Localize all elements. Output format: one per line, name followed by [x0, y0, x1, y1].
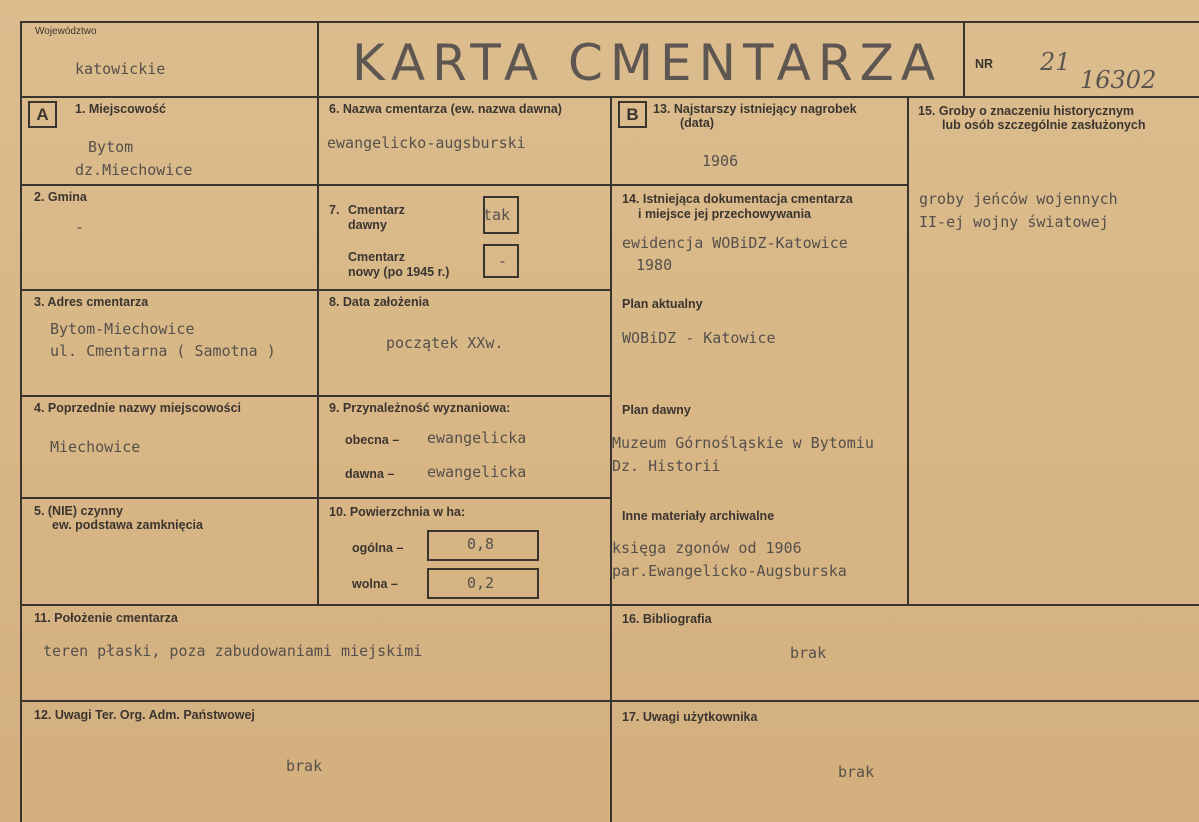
col-line-1 [317, 21, 319, 604]
nr-value: 16302 [1080, 66, 1157, 94]
f10-wolna-value: 0,2 [467, 574, 495, 592]
nr-prefix: 21 [1040, 48, 1071, 76]
inne-materialy-line2: par.Ewangelicko-Augsburska [612, 562, 847, 580]
f7-nowy-value: - [498, 252, 508, 270]
f10-ogolna-label: ogólna – [352, 541, 404, 555]
f10-label: 10. Powierzchnia w ha: [329, 505, 466, 519]
f7-number: 7. [329, 203, 340, 217]
f15-label: 15. Groby o znaczeniu historycznym [918, 104, 1135, 118]
row-line-1 [20, 184, 908, 186]
f1-value-line2: dz.Miechowice [75, 161, 193, 179]
f16-label: 16. Bibliografia [622, 612, 712, 626]
plan-dawny-line1: Muzeum Górnośląskie w Bytomiu [612, 434, 874, 452]
f13-sublabel: (data) [680, 116, 715, 130]
f13-value: 1906 [702, 152, 739, 170]
f1-label: 1. Miejscowość [75, 102, 167, 116]
f8-value: początek XXw. [386, 334, 504, 352]
f9-dawna-label: dawna – [345, 467, 395, 481]
f7-dawny-label1: Cmentarz [348, 203, 405, 217]
f7-nowy-box [483, 244, 519, 278]
f9-dawna-value: ewangelicka [427, 463, 527, 481]
f15-value-line2: II-ej wojny światowej [919, 213, 1109, 231]
f7-nowy-label2: nowy (po 1945 r.) [348, 265, 450, 279]
section-a-marker: A [28, 101, 57, 128]
f12-label: 12. Uwagi Ter. Org. Adm. Państwowej [34, 708, 255, 722]
f4-label: 4. Poprzednie nazwy miejscowości [34, 401, 242, 415]
f7-dawny-box [483, 196, 519, 234]
header-col-line [963, 21, 965, 96]
f13-label: 13. Najstarszy istniejący nagrobek [653, 102, 857, 116]
f10-ogolna-box [427, 530, 539, 561]
f9-obecna-value: ewangelicka [427, 429, 527, 447]
f3-value-line1: Bytom-Miechowice [50, 320, 195, 338]
f14-sublabel: i miejsce jej przechowywania [638, 207, 811, 221]
plan-aktualny-label: Plan aktualny [622, 297, 703, 311]
inne-materialy-label: Inne materiały archiwalne [622, 509, 775, 523]
f11-value: teren płaski, poza zabudowaniami miejskimi [43, 642, 423, 660]
f1-value-line1: Bytom [88, 138, 134, 156]
f7-dawny-label2: dawny [348, 218, 387, 232]
f16-value: brak [790, 644, 827, 662]
f17-value: brak [838, 763, 875, 781]
f12-value: brak [286, 757, 323, 775]
f10-wolna-box [427, 568, 539, 599]
border-left [20, 21, 22, 822]
f10-wolna-label: wolna – [352, 577, 398, 591]
row-line-2 [20, 289, 610, 291]
f14-label: 14. Istniejąca dokumentacja cmentarza [622, 192, 853, 206]
f5-sublabel: ew. podstawa zamknięcia [52, 518, 203, 532]
row-line-3 [20, 395, 610, 397]
card-title: KARTA CMENTARZA [352, 34, 943, 92]
f14-value-line2: 1980 [636, 256, 673, 274]
f4-value: Miechowice [50, 438, 141, 456]
wojewodztwo-value: katowickie [75, 60, 166, 78]
f15-value-line1: groby jeńców wojennych [919, 190, 1118, 208]
f6-label: 6. Nazwa cmentarza (ew. nazwa dawna) [329, 102, 562, 116]
f17-label: 17. Uwagi użytkownika [622, 710, 758, 724]
row-line-4 [20, 497, 610, 499]
f7-dawny-value: tak [483, 206, 511, 224]
f8-label: 8. Data założenia [329, 295, 430, 309]
f15-sublabel: lub osób szczególnie zasłużonych [942, 118, 1146, 132]
f5-label: 5. (NIE) czynny [34, 504, 123, 518]
plan-dawny-line2: Dz. Historii [612, 457, 721, 475]
plan-dawny-label: Plan dawny [622, 403, 691, 417]
f7-nowy-label1: Cmentarz [348, 250, 405, 264]
f9-label: 9. Przynależność wyznaniowa: [329, 401, 511, 415]
f3-label: 3. Adres cmentarza [34, 295, 149, 309]
f14-value-line1: ewidencja WOBiDZ-Katowice [622, 234, 848, 252]
nr-label: NR [975, 57, 994, 71]
f11-label: 11. Położenie cmentarza [34, 611, 178, 625]
f3-value-line2: ul. Cmentarna ( Samotna ) [50, 342, 276, 360]
f2-value: - [75, 218, 85, 236]
section-b-marker: B [618, 101, 647, 128]
f2-label: 2. Gmina [34, 190, 87, 204]
border-top [20, 21, 1199, 23]
f10-ogolna-value: 0,8 [467, 535, 495, 553]
plan-aktualny-value: WOBiDZ - Katowice [622, 329, 776, 347]
inne-materialy-line1: księga zgonów od 1906 [612, 539, 802, 557]
f6-value: ewangelicko-augsburski [327, 134, 526, 152]
f9-obecna-label: obecna – [345, 433, 400, 447]
wojewodztwo-label: Województwo [35, 26, 97, 37]
col-line-3 [907, 96, 909, 604]
